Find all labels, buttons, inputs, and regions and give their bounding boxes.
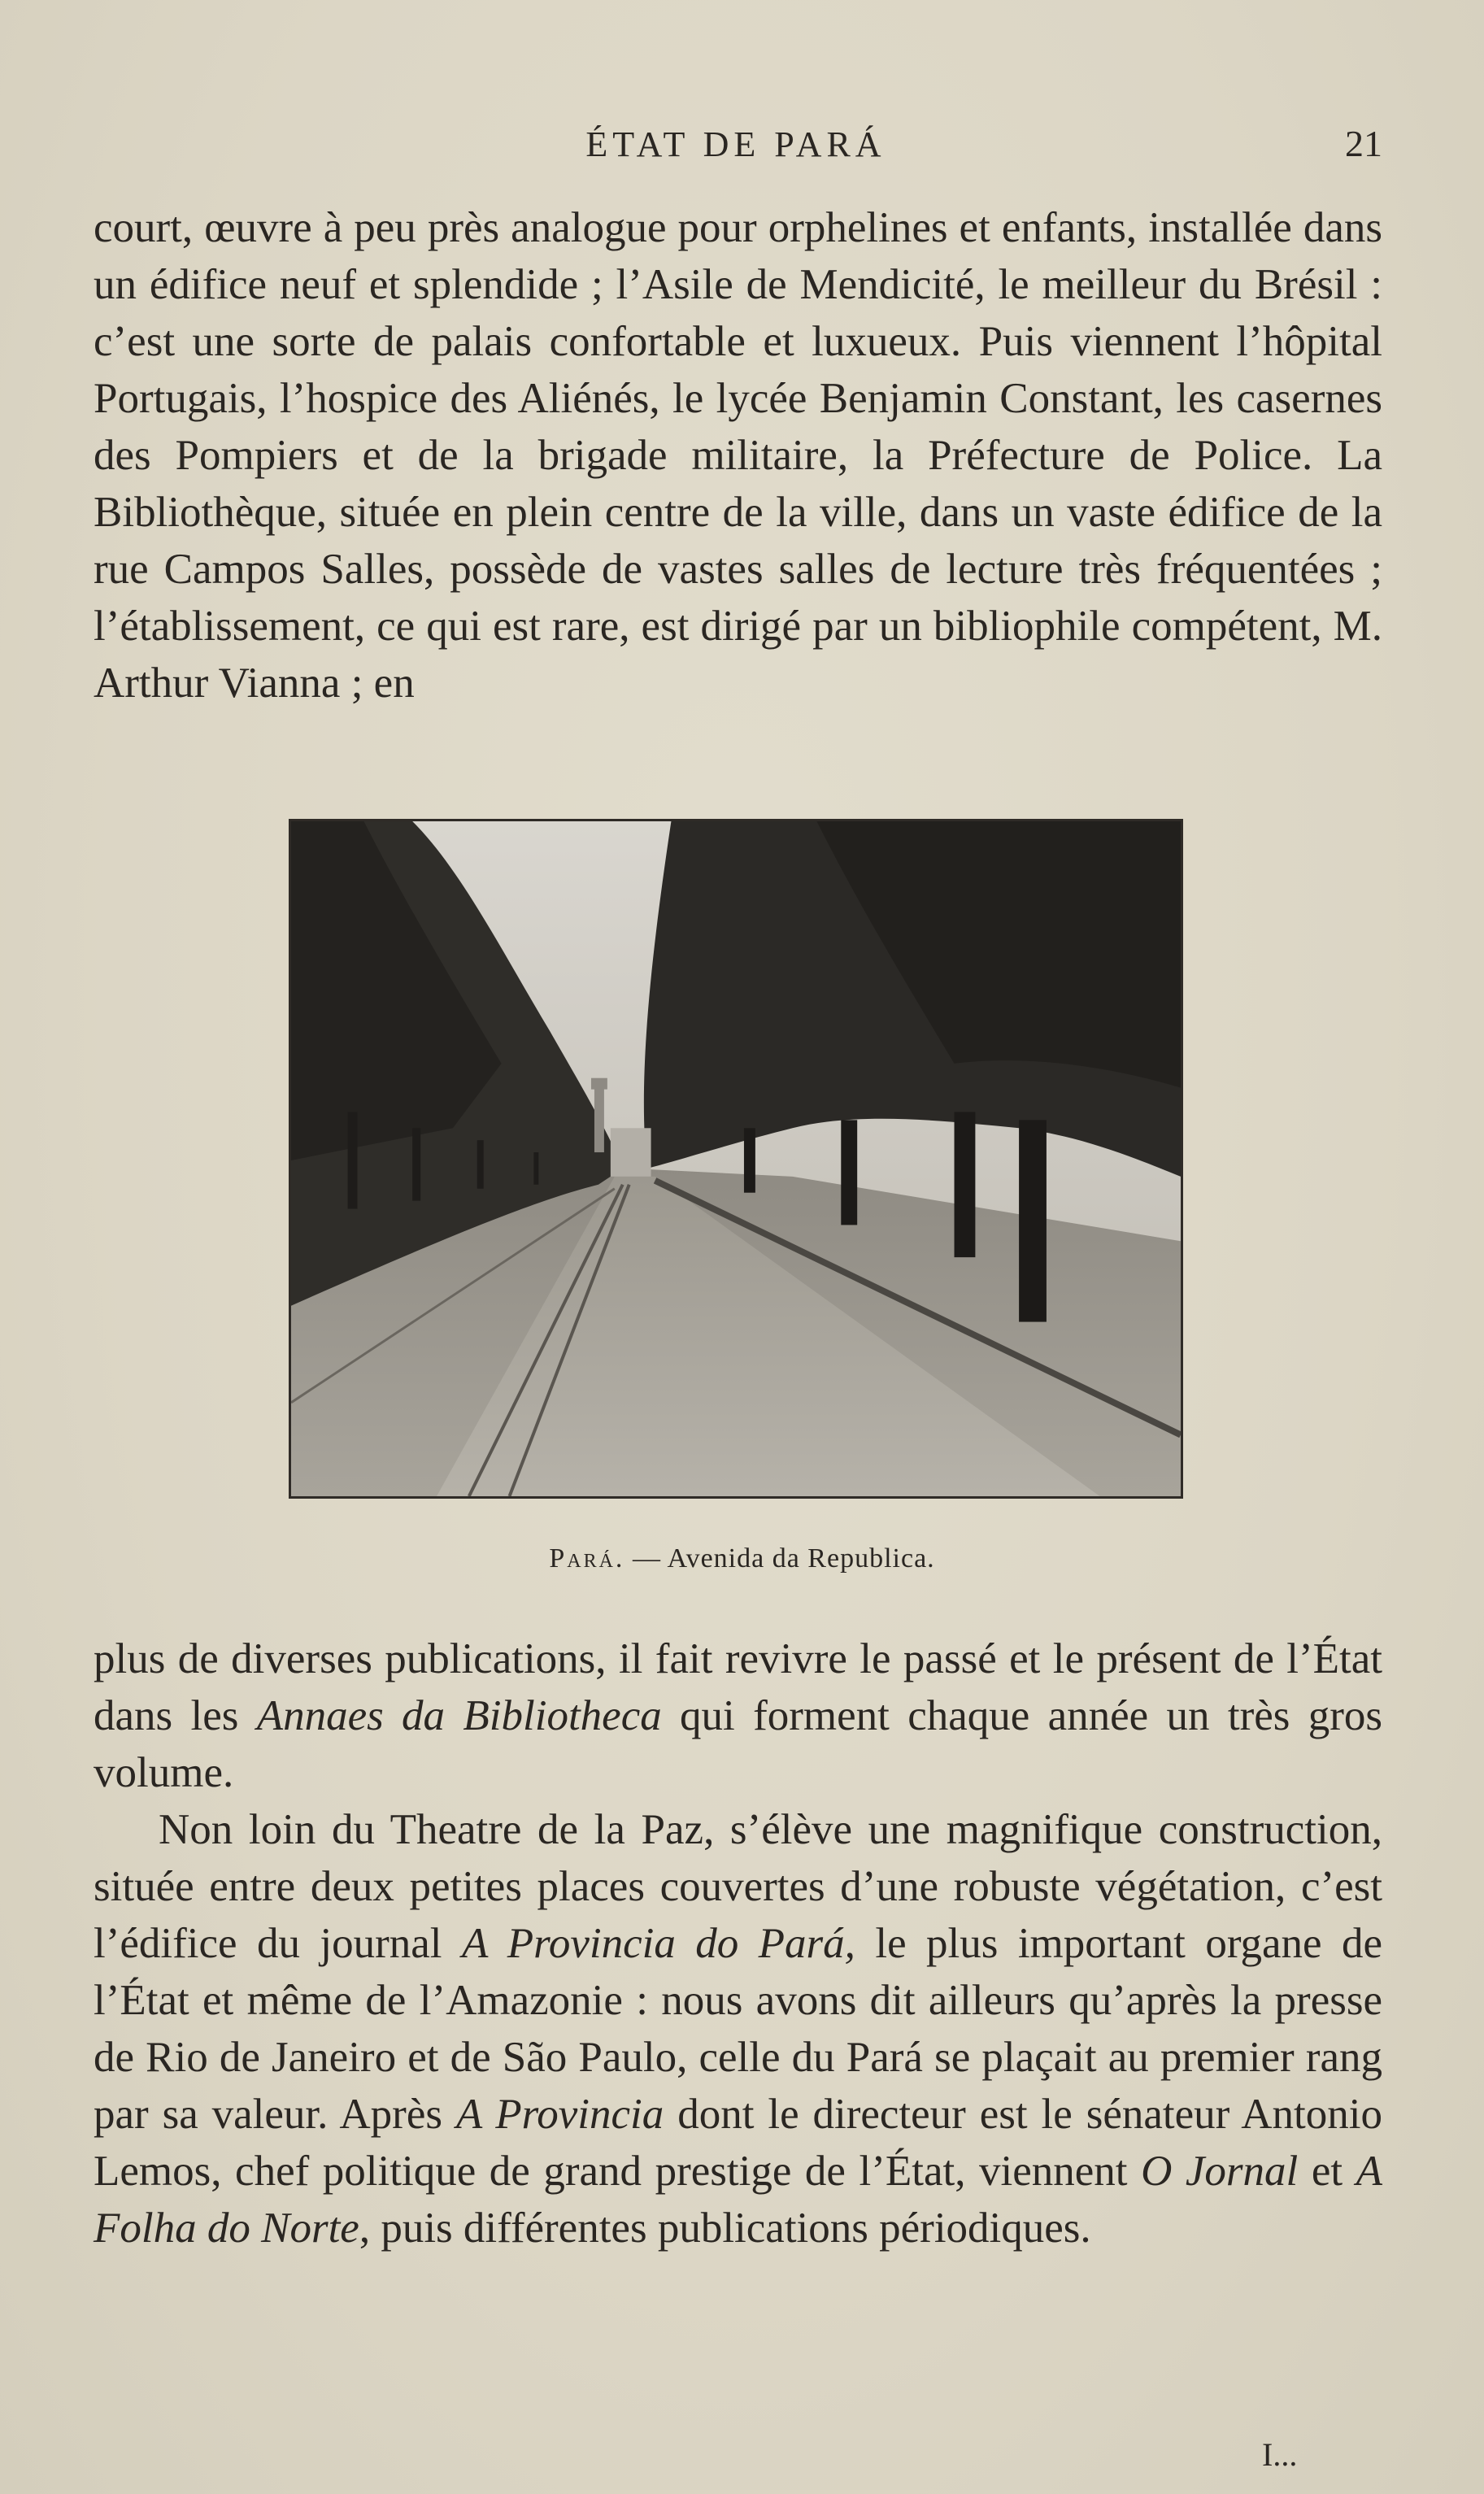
caption-place: Pará. <box>549 1543 625 1573</box>
running-title: ÉTAT DE PARÁ <box>585 124 886 164</box>
press-text-3: dont le directeur est le sénateur Antonio Lemos, chef politique de grand prestige de l’État, viennent <box>94 2091 1382 2195</box>
continued-text-1: plus de diverses publications, il fait revivre le passé et le présent de l’État dans les <box>94 1635 1382 1739</box>
signature-mark: I... <box>1262 2436 1298 2473</box>
body-text-bottom <box>94 1630 1382 2257</box>
continued-text-2: qui forment chaque année un très gros volume. <box>94 1692 1382 1796</box>
page-number: 21 <box>1345 123 1382 164</box>
press-text-2: le plus important organe de l’État et même de l’Amazonie : nous avons dit ailleurs qu’après la presse de Rio de Janeiro et de São Paulo, celle du Pará se plaçait au premier rang par sa valeur. Après <box>94 1920 1383 2138</box>
running-head <box>89 122 1382 171</box>
paragraph-top: court, œuvre à peu près analogue pour orphelines et enfants, installée dans un édifice neuf et splendide ; l’Asile de Mendicité, le meilleur du Brésil : c’est une sorte de palais confortable et luxueux. Puis viennent l’hôpital Portugais, l’hospice des Aliénés, le lycée Benjamin Constant, les casernes des Pompiers et de la brigade militaire, la Préfecture de Police. La Bibliothèque, située en plein centre de la ville, dans un vaste édifice de la rue Campos Salles, possède de vastes salles de lecture très fréquentées ; l’établissement, ce qui est rare, est dirigé par un bibliophile compétent, M. Arthur Vianna ; en <box>94 204 1382 707</box>
paragraph-press <box>94 1801 1382 2257</box>
caption-text: — Avenida da Republica. <box>624 1543 935 1573</box>
press-text-5: , puis différentes publications périodiques. <box>359 2205 1091 2252</box>
italic-title-annaes: Annaes da Bibliotheca <box>256 1692 662 1739</box>
italic-title-folha-do-norte: A Folha do Norte <box>94 2148 1382 2252</box>
paragraph-continued <box>94 1630 1382 1801</box>
press-text-4: et <box>1298 2148 1356 2195</box>
press-text-1: Non loin du Theatre de la Paz, s’élève une magnifique construction, située entre deux petites places couvertes d’une robuste végétation, c’est l’édifice du journal <box>94 1806 1382 1967</box>
photograph-avenida <box>289 819 1183 1499</box>
body-text-top <box>94 199 1382 712</box>
figure-caption <box>0 1543 1484 1574</box>
italic-title-o-jornal: O Jornal <box>1141 2148 1299 2195</box>
italic-title-provincia: A Provincia <box>455 2091 664 2138</box>
avenue-photo-illustration <box>291 821 1181 1496</box>
italic-title-provincia-do-para: A Provincia do Pará, <box>461 1920 855 1967</box>
